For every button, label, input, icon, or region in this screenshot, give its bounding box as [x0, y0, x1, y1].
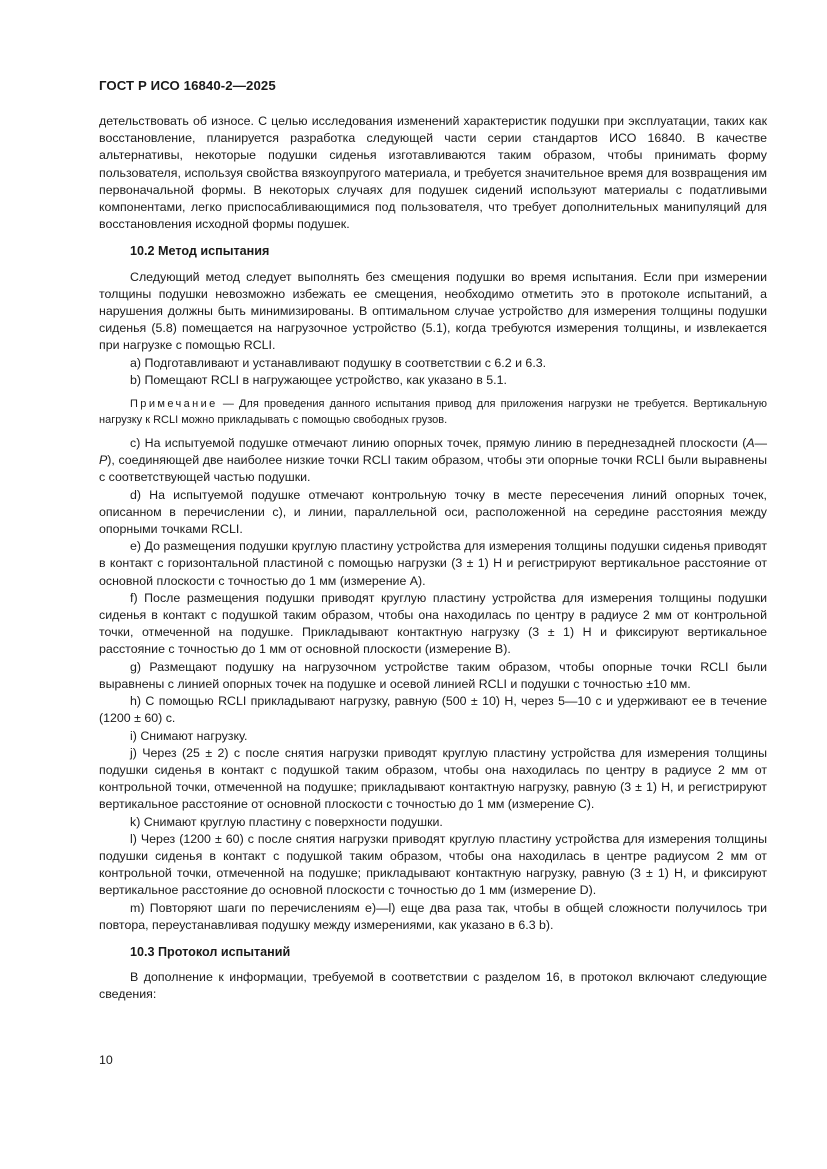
step-c-text-2: ), соединяющей две наиболее низкие точки RCLI таким образом, чтобы эти опорные точки RCLI были выравнены с соответствующей частью подушки.: [99, 453, 767, 485]
note-text: — Для проведения данного испытания привод для приложения нагрузки не требуется. Вертикальную нагрузку к RCLI можно прикладывать с помощью свободных грузов.: [99, 398, 767, 427]
step-h: h) С помощью RCLI прикладывают нагрузку, равную (500 ± 10) Н, через 5—10 с и удерживают ее в течение (1200 ± 60) с.: [99, 694, 767, 726]
step-c-dash: —: [754, 436, 767, 451]
step-c-text-1: с) На испытуемой подушке отмечают линию опорных точек, прямую линию в переднезадней плоскости (: [130, 436, 747, 451]
document-body: [99, 113, 767, 1004]
document-header: ГОСТ Р ИСО 16840-2—2025: [99, 78, 276, 93]
step-b: b) Помещают RCLI в нагружающее устройство, как указано в 5.1.: [130, 372, 507, 387]
page-number: 10: [99, 1053, 113, 1067]
step-j: j) Через (25 ± 2) с после снятия нагрузки приводят круглую пластину устройства для измерения толщины подушки сиденья в контакт с подушкой таким образом, чтобы она находилась по центру в радиусе 2 мм от контрольной точки, отмеченной на подушке; прикладывают контактную нагрузку, равную (3 ± 1) Н, и регистрируют вертикальное расстояние от основной плоскости с точностью до 1 мм (измерение С).: [99, 745, 767, 812]
step-k: k) Снимают круглую пластину с поверхности подушки.: [130, 814, 443, 829]
step-g: g) Размещают подушку на нагрузочном устройстве таким образом, чтобы опорные точки RCLI были выравнены с линией опорных точек на подушке и осевой линией RCLI и подушки с точностью ±10 мм.: [99, 659, 767, 691]
step-c-point-p: Р: [99, 453, 108, 468]
protocol-paragraph: В дополнение к информации, требуемой в соответствии с разделом 16, в протокол включают следующие сведения:: [99, 970, 767, 1002]
step-l: l) Через (1200 ± 60) с после снятия нагрузки приводят круглую пластину устройства для измерения толщины подушки сиденья в контакт с подушкой таким образом, чтобы она находилась в центре радиусом 2 мм от контрольной точки, отмеченной на подушке; прикладывают контактную нагрузку, равную (3 ± 1) Н, и фиксируют вертикальное расстояние до основной плоскости с точностью до 1 мм (измерение D).: [99, 831, 767, 898]
step-c-point-a: А: [746, 436, 755, 451]
method-paragraph: Следующий метод следует выполнять без смещения подушки во время испытания. Если при измерении толщины подушки невозможно избежать ее смещения, необходимо отметить это в протоколе испытаний, а нарушения должны быть минимизированы. В оптимальном случае устройство для измерения толщины подушки сиденья (5.8) помещается на нагрузочное устройство (5.1), когда требуются измерения толщины, и извлекается при нагрузке с помощью RCLI.: [99, 269, 767, 353]
note-label: Примечание: [130, 398, 218, 411]
section-heading-10-3: 10.3 Протокол испытаний: [130, 944, 291, 959]
intro-paragraph: детельствовать об износе. С целью исследования изменений характеристик подушки при эксплуатации, таких как восстановление, планируется разработка следующей части серии стандартов ИСО 16840. В качестве альтернативы, некоторые подушки сиденья изготавливаются таким образом, чтобы принимать форму пользователя, используя свойства вязкоупругого материала, и требуется значительное время для возвращения им первоначальной формы. В некоторых случаях для подушек сидений используют материалы с податливыми компонентами, легко приспосабливающимися под пользователя, что требует дополнительных манипуляций для восстановления исходной формы подушек.: [99, 114, 767, 232]
note-paragraph: [99, 396, 767, 428]
step-d: d) На испытуемой подушке отмечают контрольную точку в месте пересечения линий опорных точек, описанном в перечислении с), и линии, параллельной оси, расположенной на середине расстояния между опорными точками RCLI.: [99, 487, 767, 537]
step-a: а) Подготавливают и устанавливают подушку в соответствии с 6.2 и 6.3.: [130, 355, 547, 370]
step-i: i) Снимают нагрузку.: [130, 728, 248, 743]
step-f: f) После размещения подушки приводят круглую пластину устройства для измерения толщины подушки сиденья в контакт с подушкой таким образом, чтобы она находилась по центру в радиусе 2 мм от контрольной точки, отмеченной на подушке. Прикладывают контактную нагрузку (3 ± 1) Н и фиксируют вертикальное расстояние с точностью до 1 мм от основной плоскости (измерение В).: [99, 590, 767, 657]
step-e: е) До размещения подушки круглую пластину устройства для измерения толщины подушки сиденья приводят в контакт с горизонтальной пластиной с помощью нагрузки (3 ± 1) Н и регистрируют вертикальное расстояние от основной плоскости с точностью до 1 мм (измерение А).: [99, 539, 767, 588]
step-c: [99, 435, 767, 487]
step-m: m) Повторяют шаги по перечислениям е)—l) еще два раза так, чтобы в общей сложности получилось три повтора, переустанавливая подушку между измерениями, как указано в 6.3 b).: [99, 900, 767, 932]
section-heading-10-2: 10.2 Метод испытания: [130, 244, 270, 259]
